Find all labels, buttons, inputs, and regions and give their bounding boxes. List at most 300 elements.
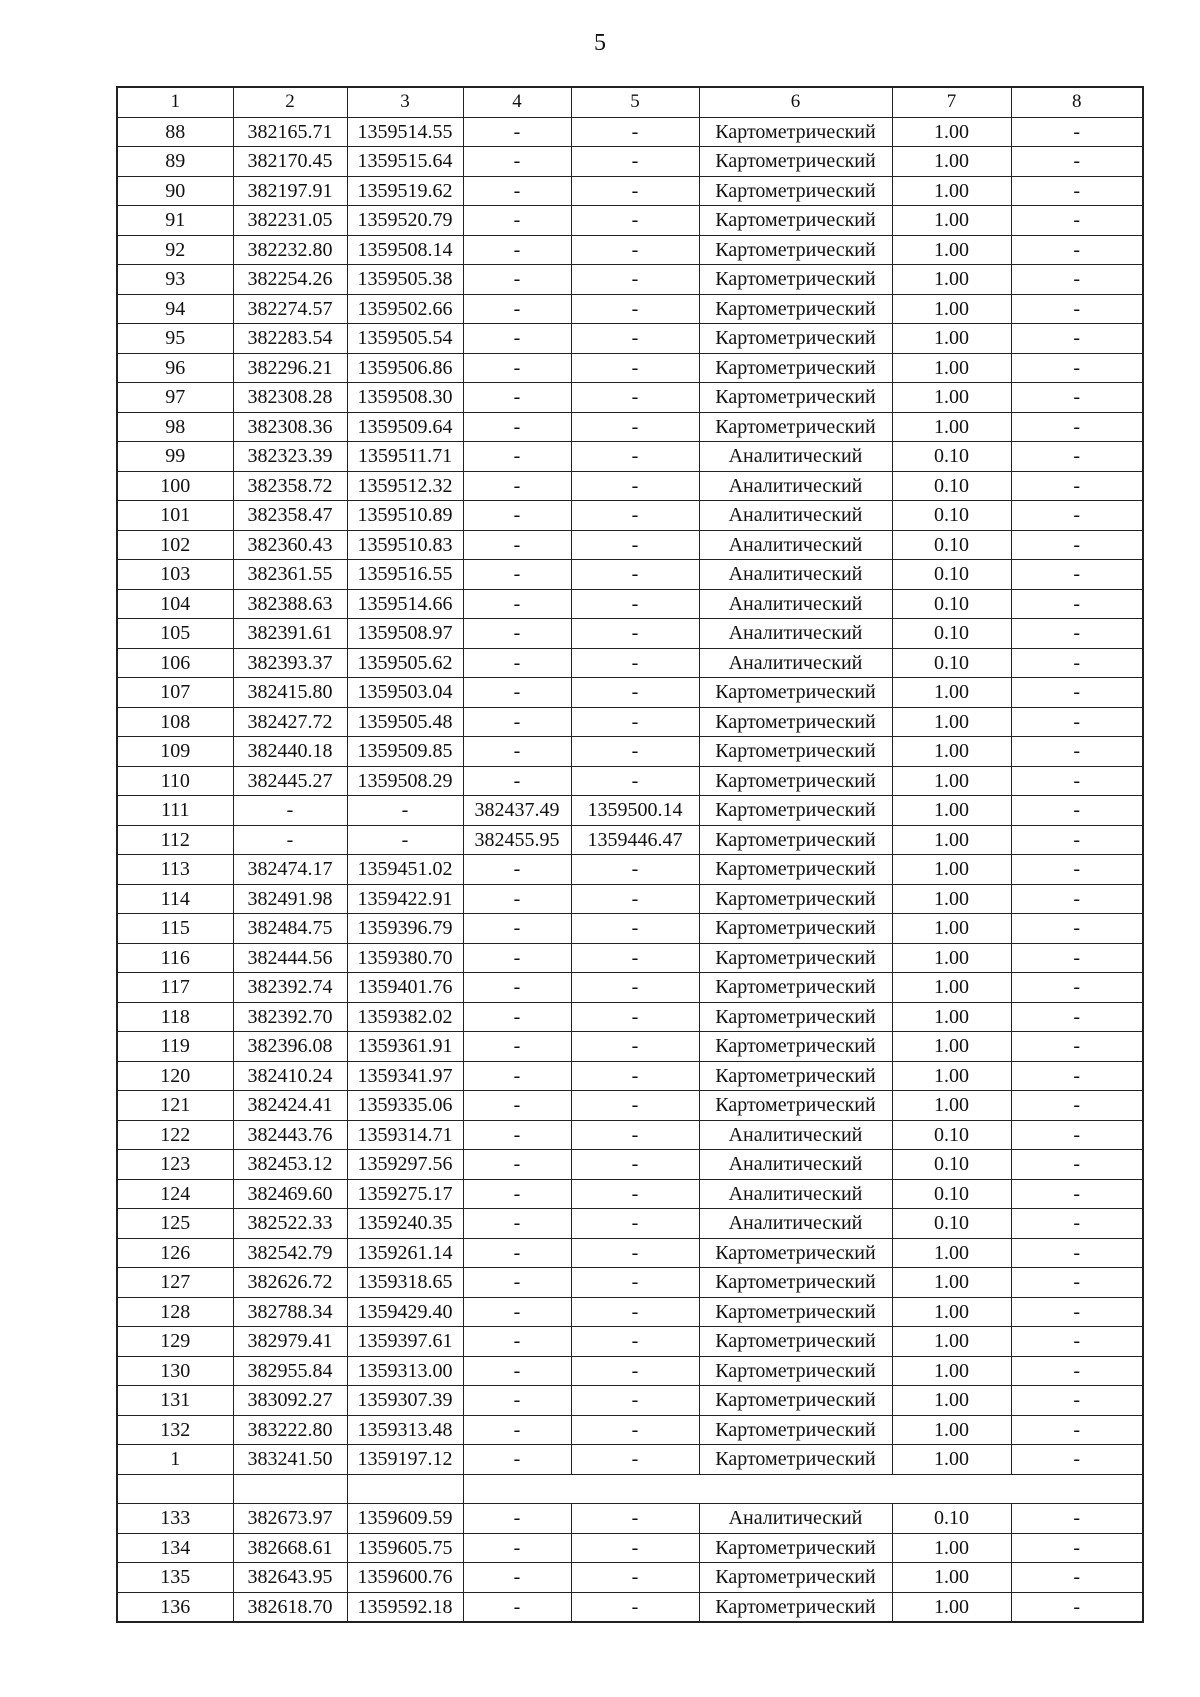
accuracy-cell: 1.00 (892, 707, 1011, 737)
y-coordinate-cell: - (347, 796, 463, 826)
point-number-cell: 130 (117, 1356, 233, 1386)
description-cell: - (1011, 294, 1143, 324)
method-cell: Аналитический (699, 442, 892, 472)
accuracy-cell: 1.00 (892, 1002, 1011, 1032)
y-coordinate-cell: 1359508.29 (347, 766, 463, 796)
x-coordinate-cell: 382361.55 (233, 560, 347, 590)
method-cell: Картометрический (699, 176, 892, 206)
y-new-cell: - (571, 884, 699, 914)
point-number-cell: 95 (117, 324, 233, 354)
y-coordinate-cell: 1359508.14 (347, 235, 463, 265)
x-new-cell: - (463, 412, 571, 442)
x-new-cell: - (463, 943, 571, 973)
point-number-cell: 136 (117, 1592, 233, 1622)
x-coordinate-cell: 382491.98 (233, 884, 347, 914)
description-cell: - (1011, 412, 1143, 442)
x-new-cell: - (463, 1179, 571, 1209)
description-cell: - (1011, 707, 1143, 737)
accuracy-cell: 1.00 (892, 1238, 1011, 1268)
x-new-cell: 382455.95 (463, 825, 571, 855)
y-new-cell: - (571, 501, 699, 531)
point-number-cell: 113 (117, 855, 233, 885)
point-number-cell: 93 (117, 265, 233, 295)
x-coordinate-cell: 382445.27 (233, 766, 347, 796)
y-new-cell: - (571, 324, 699, 354)
coordinates-table (116, 86, 1144, 1623)
y-new-cell: - (571, 117, 699, 147)
point-number-cell: 103 (117, 560, 233, 590)
description-cell: - (1011, 1032, 1143, 1062)
point-number-cell: 127 (117, 1268, 233, 1298)
point-number-cell: 126 (117, 1238, 233, 1268)
point-number-cell: 106 (117, 648, 233, 678)
method-cell: Картометрический (699, 206, 892, 236)
page-number: 5 (594, 30, 606, 56)
accuracy-cell: 1.00 (892, 1356, 1011, 1386)
table-row (117, 766, 1143, 796)
y-new-cell: - (571, 1209, 699, 1239)
y-coordinate-cell: 1359502.66 (347, 294, 463, 324)
x-coordinate-cell: 382453.12 (233, 1150, 347, 1180)
description-cell: - (1011, 1445, 1143, 1475)
accuracy-cell: 1.00 (892, 1415, 1011, 1445)
y-coordinate-cell: 1359314.71 (347, 1120, 463, 1150)
point-number-cell: 118 (117, 1002, 233, 1032)
table-row (117, 206, 1143, 236)
point-number-cell: 131 (117, 1386, 233, 1416)
accuracy-cell: 1.00 (892, 1533, 1011, 1563)
x-coordinate-cell: 382979.41 (233, 1327, 347, 1357)
method-cell: Картометрический (699, 1268, 892, 1298)
x-coordinate-cell: 383241.50 (233, 1445, 347, 1475)
x-new-cell: - (463, 1268, 571, 1298)
y-new-cell: - (571, 1150, 699, 1180)
y-new-cell: - (571, 1592, 699, 1622)
accuracy-cell: 1.00 (892, 1445, 1011, 1475)
point-number-cell: 1 (117, 1445, 233, 1475)
table-row (117, 353, 1143, 383)
y-new-cell: - (571, 1563, 699, 1593)
y-coordinate-cell: 1359600.76 (347, 1563, 463, 1593)
accuracy-cell: 0.10 (892, 1120, 1011, 1150)
y-coordinate-cell: 1359509.85 (347, 737, 463, 767)
y-coordinate-cell: 1359396.79 (347, 914, 463, 944)
table-row (117, 855, 1143, 885)
y-coordinate-cell: 1359512.32 (347, 471, 463, 501)
x-new-cell: - (463, 737, 571, 767)
accuracy-cell: 1.00 (892, 825, 1011, 855)
description-cell: - (1011, 1533, 1143, 1563)
accuracy-cell: 0.10 (892, 648, 1011, 678)
description-cell: - (1011, 1563, 1143, 1593)
y-new-cell: - (571, 1268, 699, 1298)
method-cell: Картометрический (699, 766, 892, 796)
x-coordinate-cell: 382474.17 (233, 855, 347, 885)
x-coordinate-cell: - (233, 825, 347, 855)
point-number-cell: 123 (117, 1150, 233, 1180)
description-cell: - (1011, 1150, 1143, 1180)
method-cell: Картометрический (699, 1386, 892, 1416)
x-new-cell: - (463, 206, 571, 236)
method-cell: Картометрический (699, 1563, 892, 1593)
accuracy-cell: 1.00 (892, 117, 1011, 147)
method-cell: Картометрический (699, 1327, 892, 1357)
y-coordinate-cell: 1359506.86 (347, 353, 463, 383)
table-row (117, 678, 1143, 708)
method-cell: Картометрический (699, 324, 892, 354)
description-cell: - (1011, 796, 1143, 826)
method-cell: Картометрический (699, 855, 892, 885)
point-number-cell: 107 (117, 678, 233, 708)
x-coordinate-cell: 382410.24 (233, 1061, 347, 1091)
point-number-cell: 124 (117, 1179, 233, 1209)
y-coordinate-cell: 1359509.64 (347, 412, 463, 442)
y-new-cell: - (571, 176, 699, 206)
x-coordinate-cell: 382396.08 (233, 1032, 347, 1062)
x-coordinate-cell: 382274.57 (233, 294, 347, 324)
accuracy-cell: 0.10 (892, 1504, 1011, 1534)
x-coordinate-cell: - (233, 796, 347, 826)
y-coordinate-cell: 1359341.97 (347, 1061, 463, 1091)
y-coordinate-cell: 1359519.62 (347, 176, 463, 206)
separator-row (117, 1474, 1143, 1504)
x-new-cell: - (463, 1297, 571, 1327)
y-new-cell: 1359500.14 (571, 796, 699, 826)
description-cell: - (1011, 1179, 1143, 1209)
method-cell: Аналитический (699, 619, 892, 649)
method-cell: Аналитический (699, 1179, 892, 1209)
method-cell: Картометрический (699, 1032, 892, 1062)
x-new-cell: - (463, 1504, 571, 1534)
method-cell: Картометрический (699, 1238, 892, 1268)
table-row (117, 1120, 1143, 1150)
description-cell: - (1011, 1327, 1143, 1357)
x-coordinate-cell: 382673.97 (233, 1504, 347, 1534)
x-new-cell: - (463, 442, 571, 472)
y-coordinate-cell: 1359505.62 (347, 648, 463, 678)
column-header: 5 (571, 87, 699, 117)
accuracy-cell: 1.00 (892, 147, 1011, 177)
accuracy-cell: 1.00 (892, 324, 1011, 354)
accuracy-cell: 1.00 (892, 766, 1011, 796)
description-cell: - (1011, 383, 1143, 413)
table-row (117, 235, 1143, 265)
x-new-cell: - (463, 265, 571, 295)
method-cell: Картометрический (699, 1297, 892, 1327)
x-coordinate-cell: 382427.72 (233, 707, 347, 737)
x-coordinate-cell: 382165.71 (233, 117, 347, 147)
y-coordinate-cell: 1359382.02 (347, 1002, 463, 1032)
x-coordinate-cell: 382231.05 (233, 206, 347, 236)
method-cell: Картометрический (699, 1592, 892, 1622)
y-new-cell: - (571, 1327, 699, 1357)
x-coordinate-cell: 383222.80 (233, 1415, 347, 1445)
description-cell: - (1011, 1592, 1143, 1622)
x-coordinate-cell: 382392.70 (233, 1002, 347, 1032)
description-cell: - (1011, 884, 1143, 914)
method-cell: Картометрический (699, 678, 892, 708)
method-cell: Аналитический (699, 1504, 892, 1534)
point-number-cell: 132 (117, 1415, 233, 1445)
method-cell: Картометрический (699, 265, 892, 295)
y-new-cell: 1359446.47 (571, 825, 699, 855)
accuracy-cell: 0.10 (892, 1209, 1011, 1239)
y-coordinate-cell: 1359297.56 (347, 1150, 463, 1180)
y-new-cell: - (571, 1386, 699, 1416)
x-new-cell: - (463, 855, 571, 885)
table-row (117, 294, 1143, 324)
table-row (117, 530, 1143, 560)
point-number-cell: 114 (117, 884, 233, 914)
accuracy-cell: 1.00 (892, 678, 1011, 708)
x-new-cell: - (463, 707, 571, 737)
description-cell: - (1011, 235, 1143, 265)
point-number-cell: 112 (117, 825, 233, 855)
description-cell: - (1011, 1061, 1143, 1091)
y-coordinate-cell: 1359313.48 (347, 1415, 463, 1445)
method-cell: Картометрический (699, 707, 892, 737)
x-new-cell: - (463, 1091, 571, 1121)
x-new-cell: - (463, 619, 571, 649)
x-new-cell: - (463, 648, 571, 678)
x-coordinate-cell: 382360.43 (233, 530, 347, 560)
accuracy-cell: 1.00 (892, 796, 1011, 826)
table-row (117, 1563, 1143, 1593)
table-row (117, 737, 1143, 767)
accuracy-cell: 1.00 (892, 1563, 1011, 1593)
description-cell: - (1011, 206, 1143, 236)
description-cell: - (1011, 265, 1143, 295)
table-row (117, 1297, 1143, 1327)
method-cell: Аналитический (699, 471, 892, 501)
description-cell: - (1011, 1238, 1143, 1268)
x-new-cell: - (463, 1563, 571, 1593)
empty-cell (233, 1474, 347, 1504)
column-header: 6 (699, 87, 892, 117)
x-new-cell: - (463, 1592, 571, 1622)
y-coordinate-cell: - (347, 825, 463, 855)
x-coordinate-cell: 382788.34 (233, 1297, 347, 1327)
method-cell: Картометрический (699, 235, 892, 265)
description-cell: - (1011, 147, 1143, 177)
table-row (117, 796, 1143, 826)
method-cell: Картометрический (699, 383, 892, 413)
x-coordinate-cell: 382232.80 (233, 235, 347, 265)
method-cell: Аналитический (699, 560, 892, 590)
table-row (117, 914, 1143, 944)
empty-cell (347, 1474, 463, 1504)
description-cell: - (1011, 1415, 1143, 1445)
x-coordinate-cell: 382955.84 (233, 1356, 347, 1386)
accuracy-cell: 0.10 (892, 560, 1011, 590)
x-coordinate-cell: 382542.79 (233, 1238, 347, 1268)
table-header-row (117, 87, 1143, 117)
description-cell: - (1011, 855, 1143, 885)
point-number-cell: 110 (117, 766, 233, 796)
description-cell: - (1011, 648, 1143, 678)
y-new-cell: - (571, 1120, 699, 1150)
table-row (117, 412, 1143, 442)
point-number-cell: 116 (117, 943, 233, 973)
y-coordinate-cell: 1359451.02 (347, 855, 463, 885)
column-header: 4 (463, 87, 571, 117)
y-new-cell: - (571, 353, 699, 383)
table-row (117, 176, 1143, 206)
x-coordinate-cell: 382392.74 (233, 973, 347, 1003)
table-row (117, 943, 1143, 973)
table-row (117, 1504, 1143, 1534)
y-coordinate-cell: 1359429.40 (347, 1297, 463, 1327)
x-coordinate-cell: 382388.63 (233, 589, 347, 619)
accuracy-cell: 1.00 (892, 176, 1011, 206)
y-new-cell: - (571, 265, 699, 295)
method-cell: Картометрический (699, 737, 892, 767)
y-new-cell: - (571, 412, 699, 442)
table-row (117, 1238, 1143, 1268)
y-coordinate-cell: 1359313.00 (347, 1356, 463, 1386)
table-row (117, 1032, 1143, 1062)
point-number-cell: 125 (117, 1209, 233, 1239)
x-coordinate-cell: 382254.26 (233, 265, 347, 295)
point-number-cell: 89 (117, 147, 233, 177)
y-new-cell: - (571, 648, 699, 678)
accuracy-cell: 1.00 (892, 1386, 1011, 1416)
x-new-cell: - (463, 1002, 571, 1032)
point-number-cell: 97 (117, 383, 233, 413)
point-number-cell: 92 (117, 235, 233, 265)
y-new-cell: - (571, 737, 699, 767)
accuracy-cell: 0.10 (892, 589, 1011, 619)
y-coordinate-cell: 1359397.61 (347, 1327, 463, 1357)
x-coordinate-cell: 382358.72 (233, 471, 347, 501)
x-coordinate-cell: 382522.33 (233, 1209, 347, 1239)
accuracy-cell: 1.00 (892, 1592, 1011, 1622)
method-cell: Аналитический (699, 648, 892, 678)
method-cell: Картометрический (699, 117, 892, 147)
accuracy-cell: 1.00 (892, 1091, 1011, 1121)
method-cell: Картометрический (699, 147, 892, 177)
x-coordinate-cell: 382484.75 (233, 914, 347, 944)
point-number-cell: 104 (117, 589, 233, 619)
x-new-cell: - (463, 1356, 571, 1386)
x-new-cell: - (463, 1386, 571, 1416)
y-new-cell: - (571, 707, 699, 737)
y-new-cell: - (571, 206, 699, 236)
x-new-cell: - (463, 1209, 571, 1239)
y-coordinate-cell: 1359505.48 (347, 707, 463, 737)
y-new-cell: - (571, 383, 699, 413)
method-cell: Картометрический (699, 884, 892, 914)
y-coordinate-cell: 1359520.79 (347, 206, 463, 236)
y-new-cell: - (571, 589, 699, 619)
table-row (117, 501, 1143, 531)
y-coordinate-cell: 1359510.89 (347, 501, 463, 531)
y-coordinate-cell: 1359307.39 (347, 1386, 463, 1416)
description-cell: - (1011, 176, 1143, 206)
point-number-cell: 94 (117, 294, 233, 324)
y-new-cell: - (571, 530, 699, 560)
x-new-cell: - (463, 1032, 571, 1062)
description-cell: - (1011, 737, 1143, 767)
empty-cell (463, 1474, 1143, 1504)
method-cell: Аналитический (699, 589, 892, 619)
point-number-cell: 98 (117, 412, 233, 442)
x-new-cell: - (463, 383, 571, 413)
description-cell: - (1011, 1120, 1143, 1150)
accuracy-cell: 1.00 (892, 943, 1011, 973)
x-new-cell: - (463, 766, 571, 796)
accuracy-cell: 1.00 (892, 855, 1011, 885)
method-cell: Картометрический (699, 943, 892, 973)
table-row (117, 589, 1143, 619)
description-cell: - (1011, 1356, 1143, 1386)
y-new-cell: - (571, 560, 699, 590)
point-number-cell: 91 (117, 206, 233, 236)
accuracy-cell: 1.00 (892, 973, 1011, 1003)
x-new-cell: - (463, 176, 571, 206)
x-new-cell: - (463, 884, 571, 914)
point-number-cell: 101 (117, 501, 233, 531)
x-coordinate-cell: 382170.45 (233, 147, 347, 177)
table-row (117, 1386, 1143, 1416)
x-coordinate-cell: 382618.70 (233, 1592, 347, 1622)
x-new-cell: - (463, 1061, 571, 1091)
accuracy-cell: 0.10 (892, 471, 1011, 501)
y-new-cell: - (571, 619, 699, 649)
point-number-cell: 88 (117, 117, 233, 147)
y-new-cell: - (571, 1061, 699, 1091)
x-new-cell: - (463, 1150, 571, 1180)
table-row (117, 1592, 1143, 1622)
column-header: 1 (117, 87, 233, 117)
accuracy-cell: 0.10 (892, 1179, 1011, 1209)
table-row (117, 324, 1143, 354)
accuracy-cell: 1.00 (892, 1061, 1011, 1091)
table-row (117, 1150, 1143, 1180)
description-cell: - (1011, 1268, 1143, 1298)
y-new-cell: - (571, 914, 699, 944)
column-header: 7 (892, 87, 1011, 117)
accuracy-cell: 1.00 (892, 353, 1011, 383)
table-row (117, 265, 1143, 295)
table-row (117, 973, 1143, 1003)
x-new-cell: - (463, 501, 571, 531)
method-cell: Аналитический (699, 501, 892, 531)
table-row (117, 1061, 1143, 1091)
x-coordinate-cell: 383092.27 (233, 1386, 347, 1416)
description-cell: - (1011, 324, 1143, 354)
empty-cell (117, 1474, 233, 1504)
accuracy-cell: 1.00 (892, 294, 1011, 324)
x-coordinate-cell: 382283.54 (233, 324, 347, 354)
method-cell: Картометрический (699, 914, 892, 944)
table-row (117, 1002, 1143, 1032)
table-row (117, 560, 1143, 590)
column-header: 2 (233, 87, 347, 117)
y-coordinate-cell: 1359380.70 (347, 943, 463, 973)
x-coordinate-cell: 382393.37 (233, 648, 347, 678)
y-coordinate-cell: 1359605.75 (347, 1533, 463, 1563)
point-number-cell: 100 (117, 471, 233, 501)
description-cell: - (1011, 914, 1143, 944)
description-cell: - (1011, 619, 1143, 649)
method-cell: Картометрический (699, 1091, 892, 1121)
x-new-cell: - (463, 560, 571, 590)
method-cell: Картометрический (699, 825, 892, 855)
method-cell: Картометрический (699, 1533, 892, 1563)
accuracy-cell: 0.10 (892, 1150, 1011, 1180)
y-new-cell: - (571, 943, 699, 973)
